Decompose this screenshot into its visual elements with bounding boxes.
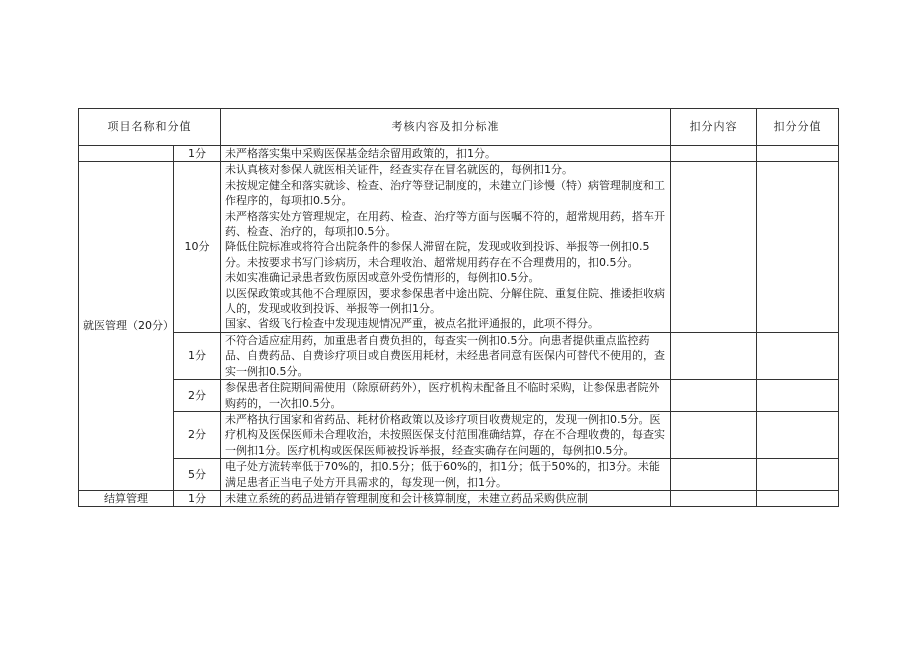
criteria-cell <box>221 490 671 506</box>
criteria-cell <box>221 380 671 412</box>
deduct-value-cell <box>757 146 839 162</box>
deduct-content-cell <box>671 380 757 412</box>
header-item: 项目名称和分值 <box>79 109 221 146</box>
deduct-content-cell <box>671 162 757 332</box>
deduct-content-cell <box>671 490 757 506</box>
deduct-value-cell <box>757 380 839 412</box>
score-cell: 1分 <box>174 146 221 162</box>
criteria-cell <box>221 146 671 162</box>
score-cell: 2分 <box>174 380 221 412</box>
deduct-value-cell <box>757 411 839 458</box>
criteria-cell <box>221 162 671 332</box>
criteria-cell <box>221 459 671 491</box>
criteria-line: 未严格落实处方管理规定，在用药、检查、治疗等方面与医嘱不符的，超常规用药，搭车开药、检查、治疗的，每项扣0.5分。 <box>225 209 665 239</box>
section-settlement: 结算管理 <box>79 490 174 506</box>
criteria-line: 未按规定健全和落实就诊、检查、治疗等登记制度的，未建立门诊慢（特）病管理制度和工作程序的，每项扣0.5分。 <box>225 178 665 208</box>
deduct-content-cell <box>671 332 757 379</box>
deduct-content-cell <box>671 411 757 458</box>
header-deduct-content: 扣分内容 <box>671 109 757 146</box>
deduct-value-cell <box>757 459 839 491</box>
criteria-line: 不符合适应症用药，加重患者自费负担的，每查实一例扣0.5分。向患者提供重点监控药品、自费药品、自费诊疗项目或自费医用耗材，未经患者同意有医保内可替代不使用的，查实一例扣0.5分。 <box>225 333 665 378</box>
table-row <box>79 162 839 332</box>
score-cell: 2分 <box>174 411 221 458</box>
criteria-line: 未如实准确记录患者致伤原因或意外受伤情形的，每例扣0.5分。 <box>225 271 540 285</box>
score-cell: 10分 <box>174 162 221 332</box>
criteria-line: 未认真核对参保人就医相关证件，经查实存在冒名就医的，每例扣1分。 <box>225 163 573 177</box>
deduct-content-cell <box>671 459 757 491</box>
criteria-line: 未建立系统的药品进销存管理制度和会计核算制度，未建立药品采购供应制 <box>225 491 588 505</box>
criteria-line: 降低住院标准或将符合出院条件的参保人滞留在院，发现或收到投诉、举报等一例扣0.5分。未按要求书写门诊病历，未合理收治、超常规用药存在不合理费用的，扣0.5分。 <box>225 240 650 269</box>
criteria-cell <box>221 411 671 458</box>
criteria-line: 以医保政策或其他不合理原因，要求参保患者中途出院、分解住院、重复住院、推诿拒收病人的，发现或收到投诉、举报等一例扣1分。 <box>225 286 665 316</box>
section-medical: 就医管理（20分） <box>79 162 174 491</box>
section-blank-cell <box>79 146 174 162</box>
criteria-line: 参保患者住院期间需使用（除原研药外），医疗机构未配备且不临时采购，让参保患者院外购药的，一次扣0.5分。 <box>225 381 660 410</box>
criteria-cell <box>221 332 671 379</box>
header-row <box>79 109 839 146</box>
table-row <box>79 146 839 162</box>
header-deduct-value: 扣分分值 <box>757 109 839 146</box>
table-row <box>79 332 839 379</box>
table-row <box>79 490 839 506</box>
criteria-line: 未严格落实集中采购医保基金结余留用政策的，扣1分。 <box>225 147 496 160</box>
criteria-line: 未严格执行国家和省药品、耗材价格政策以及诊疗项目收费规定的，发现一例扣0.5分。医疗机构及医保医师未合理收治，未按照医保支付范围准确结算，存在不合理收费的，每查实一例扣1分。医疗机构或医保医师被投诉举报，经查实确存在问题的，每例扣0.5分。 <box>225 412 665 457</box>
score-cell: 5分 <box>174 459 221 491</box>
table-row <box>79 380 839 412</box>
table-row <box>79 411 839 458</box>
table-row <box>79 459 839 491</box>
criteria-line: 国家、省级飞行检查中发现违规情况严重，被点名批评通报的，此项不得分。 <box>225 317 599 331</box>
deduct-content-cell <box>671 146 757 162</box>
score-table <box>78 108 839 507</box>
deduct-value-cell <box>757 490 839 506</box>
header-criteria: 考核内容及扣分标准 <box>221 109 671 146</box>
score-cell: 1分 <box>174 490 221 506</box>
deduct-value-cell <box>757 162 839 332</box>
deduct-value-cell <box>757 332 839 379</box>
criteria-line: 电子处方流转率低于70%的，扣0.5分；低于60%的，扣1分；低于50%的，扣3分。未能满足患者正当电子处方开具需求的，每发现一例，扣1分。 <box>225 460 660 489</box>
score-cell: 1分 <box>174 332 221 379</box>
